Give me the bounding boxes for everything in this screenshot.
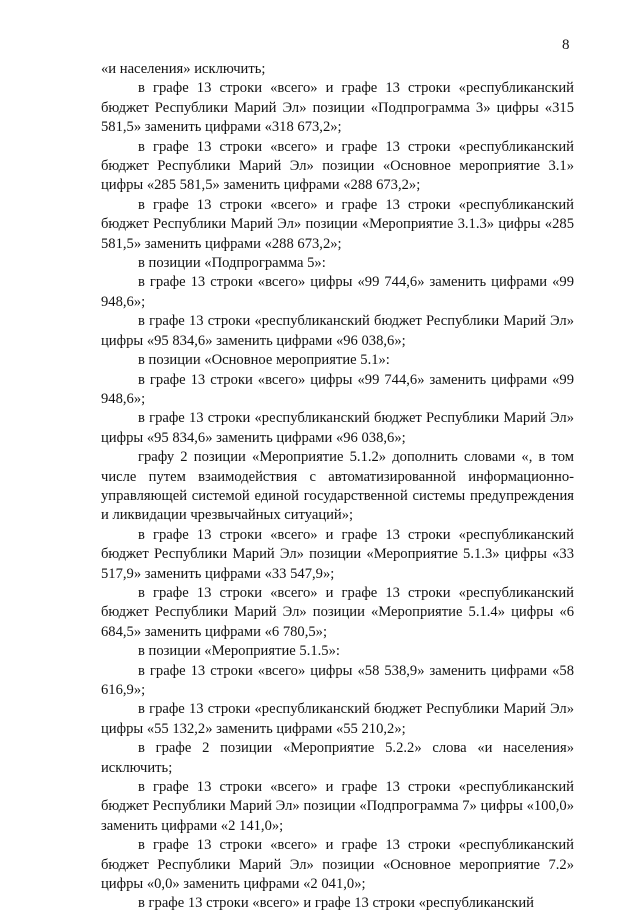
paragraph-6: в графе 13 строки «всего» цифры «99 744,6» заменить цифрами «99 948,6»; xyxy=(101,274,574,310)
page-number: 8 xyxy=(562,37,570,53)
paragraph-9: в графе 13 строки «всего» цифры «99 744,6» заменить цифрами «99 948,6»; xyxy=(101,371,574,407)
paragraph-17: в графе 2 позиции «Мероприятие 5.2.2» слова «и населения» исключить; xyxy=(101,740,574,776)
paragraph-2: в графе 13 строки «всего» и графе 13 строки «республиканский бюджет Республики Марий Эл» позиции «Подпрограмма 3» цифры «315 581,5» заменить цифрами «318 673,2»; xyxy=(101,80,574,136)
paragraph-12: в графе 13 строки «всего» и графе 13 строки «республиканский бюджет Республики Марий Эл» позиции «Мероприятие 5.1.3» цифры «33 517,9» заменить цифрами «33 547,9»; xyxy=(101,526,574,582)
paragraph-13: в графе 13 строки «всего» и графе 13 строки «республиканский бюджет Республики Марий Эл» позиции «Мероприятие 5.1.4» цифры «6 684,5» заменить цифрами «6 780,5»; xyxy=(101,584,574,640)
paragraph-4: в графе 13 строки «всего» и графе 13 строки «республиканский бюджет Республики Марий Эл» позиции «Мероприятие 3.1.3» цифры «285 581,5» заменить цифрами «288 673,2»; xyxy=(101,196,574,252)
paragraph-18: в графе 13 строки «всего» и графе 13 строки «республиканский бюджет Республики Марий Эл» позиции «Подпрограмма 7» цифры «100,0» заменить цифрами «2 141,0»; xyxy=(101,779,574,834)
paragraph-15: в графе 13 строки «всего» цифры «58 538,9» заменить цифрами «58 616,9»; xyxy=(101,662,574,698)
paragraph-11: графу 2 позиции «Мероприятие 5.1.2» дополнить словами «, в том числе путем взаимодействия с автоматизированной информационно-управляющей системой единой государственной системы предупреждения и ликвидации чрезвычайных ситуаций»; xyxy=(101,449,574,524)
paragraph-8: в позиции «Основное мероприятие 5.1»: xyxy=(138,352,390,369)
paragraph-14: в позиции «Мероприятие 5.1.5»: xyxy=(138,643,340,660)
paragraph-10: в графе 13 строки «республиканский бюджет Республики Марий Эл» цифры «95 834,6» заменить цифрами «96 038,6»; xyxy=(101,410,574,446)
document-body xyxy=(101,60,574,914)
paragraph-5: в позиции «Подпрограмма 5»: xyxy=(138,255,326,272)
paragraph-16: в графе 13 строки «республиканский бюджет Республики Марий Эл» цифры «55 132,2» заменить цифрами «55 210,2»; xyxy=(101,701,574,737)
paragraph-7: в графе 13 строки «республиканский бюджет Республики Марий Эл» цифры «95 834,6» заменить цифрами «96 038,6»; xyxy=(101,313,574,349)
paragraph-3: в графе 13 строки «всего» и графе 13 строки «республиканский бюджет Республики Марий Эл» позиции «Основное мероприятие 3.1» цифры «285 581,5» заменить цифрами «288 673,2»; xyxy=(101,138,574,194)
paragraph-19: в графе 13 строки «всего» и графе 13 строки «республиканский бюджет Республики Марий Эл» позиции «Основное мероприятие 7.2» цифры «0,0» заменить цифрами «2 041,0»; xyxy=(101,837,574,893)
paragraph-1: «и населения» исключить; xyxy=(101,61,266,77)
paragraph-20: в графе 13 строки «всего» и графе 13 строки «республиканский xyxy=(138,895,534,912)
